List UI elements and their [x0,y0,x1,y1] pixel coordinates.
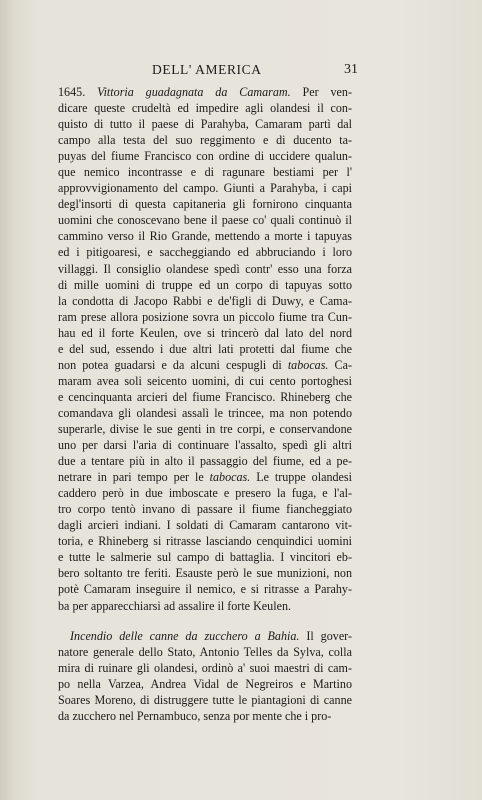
text-line: uomini che conoscevano bene il paese co' quali continuò il [58,213,352,228]
text-line: ba per apparecchiarsi ad assalire il forte Keulen. [58,598,292,613]
text-line: ram prese allora posizione sovra un piccolo fiume tra Cun- [58,309,352,324]
text-line: Soares Moreno, di distruggere tutte le piantagioni di canne [58,692,352,707]
text-line: caddero però in due imboscate e presero la fuga, e l'al- [58,486,352,501]
text-line: cammino verso il Rio Grande, mettendo a morte i tapuyas [58,229,352,244]
text-line: que nemico incontrasse e di ragunare bestiami per l' [58,165,352,180]
text-line: uno per darsi l'aria di continuare l'assalto, spedì gli altri [58,438,352,453]
text-line: villaggi. Il consiglio olandese spedì contr' esso una forza [58,261,352,276]
text-line: due a tentare più in alto il passaggio del fiume, ed a pe- [58,454,352,469]
text-line: campo alla testa del suo reggimento e di ducento ta- [58,133,352,148]
paragraph-sugar-cane-fire [58,628,352,724]
text-line: bero soltanto tre feriti. Esauste però le sue munizioni, non [58,566,352,581]
text-line: puyas del fiume Francisco con ordine di uccidere qualun- [58,149,352,164]
paragraph-victory-camaram [58,84,352,614]
running-head: DELL' AMERICA [152,62,262,77]
text-line: e del sud, essendo i due altri lati protetti dal fiume che [58,341,352,356]
text-line: potè Camaram inseguire il nemico, e si ritrasse a Parahy- [58,582,352,597]
text-line: dagli arcieri indiani. I soldati di Camaram cantarono vit- [58,518,352,533]
text-line: la condotta di Jacopo Rabbi e de'figli di Duwy, e Cama- [58,293,352,308]
text-line: dicare queste crudeltà ed impedire agli olandesi il con- [58,101,352,116]
text-line: da zucchero nel Pernambuco, senza por mente che i pro- [58,708,332,723]
text-line: e tutte le salmerie sul campo di battaglia. I vincitori eb- [58,550,352,565]
text-line: mira di ruinare gli olandesi, ordinò a' suoi maestri di cam- [58,660,352,675]
text-line: degl'insorti di questa capitaneria gli fornirono cinquanta [58,197,352,212]
text-line: hau ed il forte Keulen, ove si trincerò dal lato del nord [58,325,352,340]
text-line: netrare in pari tempo per le tabocas. Le truppe olandesi [58,470,352,485]
text-line: maram avea soli seicento uomini, di cui cento portoghesi [58,373,352,388]
body-text [58,84,352,724]
text-line: po nella Varzea, Andrea Vidal de Negreiros e Martino [58,676,352,691]
paragraph-gap [58,614,352,628]
text-line: Incendio delle canne da zucchero a Bahia. Il gover- [70,628,352,643]
text-line: tro corpo tentò invano di passare il fiume fiancheggiato [58,502,352,517]
text-line: ed i pitigoaresi, e saccheggiando ed abbruciando i loro [58,245,352,260]
text-line: comandava gli olandesi assalì le trincee, ma non potendo [58,405,352,420]
text-line: non potea guadarsi e da alcuni cespugli di tabocas. Ca- [58,357,352,372]
text-line: e cencinquanta arcieri del fiume Francisco. Rhineberg che [58,389,352,404]
text-line: approvvigionamento del campo. Giunti a Parahyba, i capi [58,181,352,196]
page-number: 31 [344,62,358,77]
text-line: 1645. Vittoria guadagnata da Camaram. Per ven- [58,85,352,99]
text-line: superarle, divise le sue genti in tre corpi, e conservandone [58,421,352,436]
page-header [58,62,358,82]
text-line: natore generale dello Stato, Antonio Telles da Sylva, colla [58,644,352,659]
text-line: toria, e Rhineberg si ritrasse lasciando cenquindici uomini [58,534,352,549]
text-line: di mille uomini di truppe ed un corpo di tapuyas sotto [58,277,352,292]
text-line: quisto di tutto il paese di Parahyba, Camaram partì dal [58,117,352,132]
